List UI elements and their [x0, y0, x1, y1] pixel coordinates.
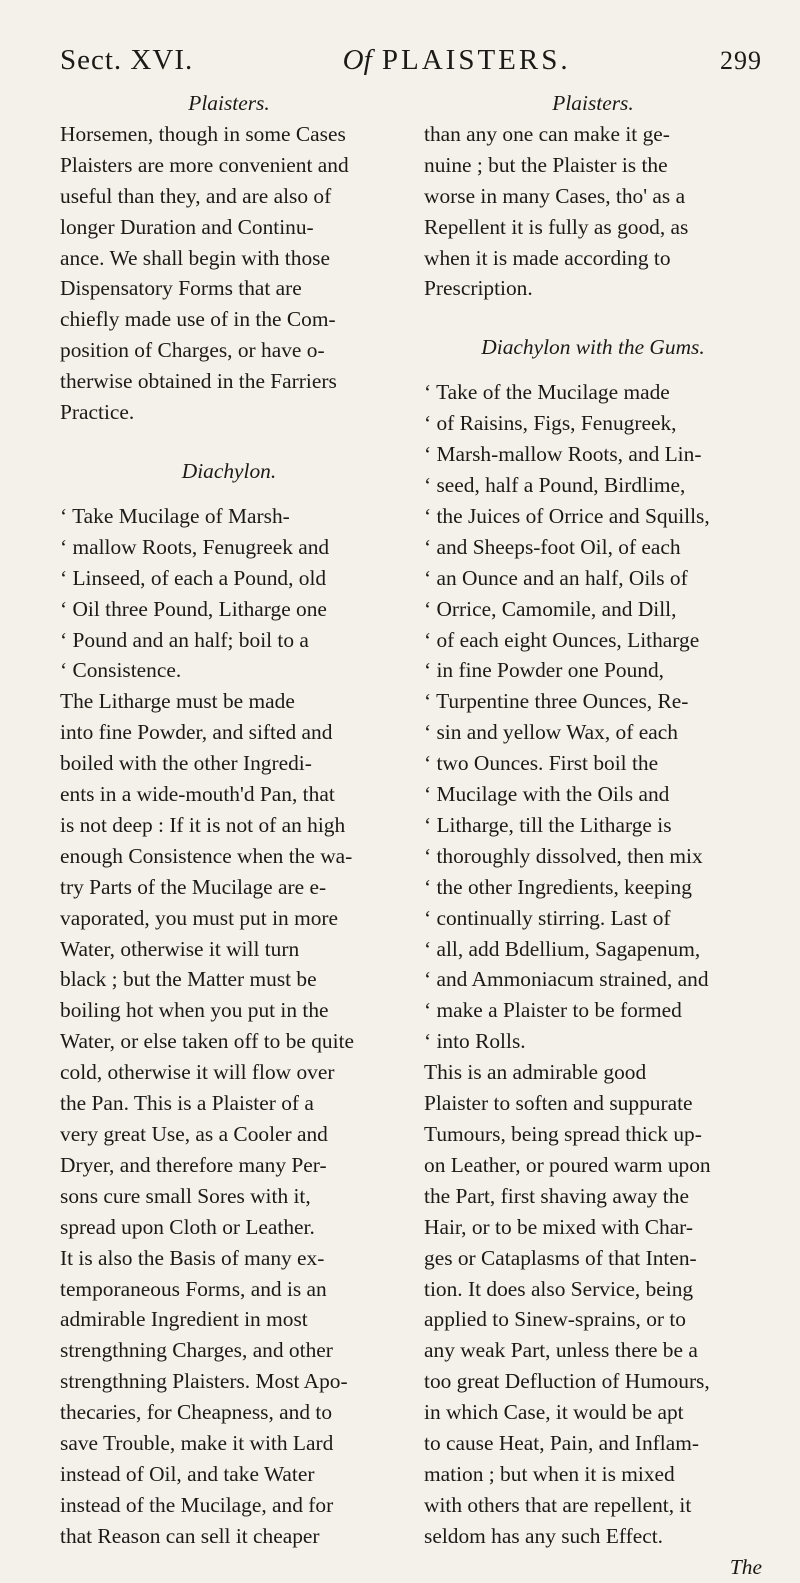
text-line: Plaister to soften and suppurate — [424, 1091, 693, 1116]
text-line: instead of the Mucilage, and for — [60, 1492, 334, 1517]
running-head — [60, 44, 762, 84]
text-line: tion. It does also Service, being — [424, 1276, 694, 1301]
text-line: nuine ; but the Plaister is the — [424, 152, 668, 177]
text-line: applied to Sinew-sprains, or to — [424, 1307, 686, 1332]
text-line: thecaries, for Cheapness, and to — [60, 1400, 333, 1425]
text-line: ‘ in fine Powder one Pound, — [424, 658, 665, 683]
text-line: This is an admirable good — [424, 1060, 647, 1085]
text-line: Water, otherwise it will turn — [60, 936, 300, 961]
right-column — [424, 88, 762, 1583]
text-line: ‘ Litharge, till the Litharge is — [424, 812, 672, 837]
text-line: ‘ mallow Roots, Fenugreek and — [60, 534, 330, 559]
text-line: ‘ thoroughly dissolved, then mix — [424, 843, 703, 868]
left-recipe-text — [60, 501, 398, 1552]
text-line: in which Case, it would be apt — [424, 1400, 684, 1425]
text-line: therwise obtained in the Farriers — [60, 369, 337, 394]
right-subhead: Diachylon with the Gums. — [481, 335, 705, 360]
text-line: Practice. — [60, 400, 135, 425]
text-line: try Parts of the Mucilage are e- — [60, 874, 327, 899]
text-line: boiling hot when you put in the — [60, 998, 329, 1023]
text-line: ‘ sin and yellow Wax, of each — [424, 720, 678, 745]
text-line: ‘ of each eight Ounces, Litharge — [424, 627, 700, 652]
text-line: ‘ all, add Bdellium, Sagapenum, — [424, 936, 701, 961]
text-line: Tumours, being spread thick up- — [424, 1122, 702, 1146]
text-line: Prescription. — [424, 276, 533, 301]
text-line: ‘ two Ounces. First boil the — [424, 751, 659, 776]
left-column — [60, 88, 398, 1583]
text-line: too great Defluction of Humours, — [424, 1369, 710, 1394]
text-line: the Pan. This is a Plaister of a — [60, 1091, 314, 1116]
text-line: instead of Oil, and take Water — [60, 1461, 315, 1486]
text-line: when it is made according to — [424, 245, 671, 270]
text-line: save Trouble, make it with Lard — [60, 1431, 334, 1456]
text-line: to cause Heat, Pain, and Inflam- — [424, 1431, 700, 1456]
text-line: ‘ an Ounce and an half, Oils of — [424, 565, 688, 590]
text-line: Dryer, and therefore many Per- — [60, 1152, 327, 1177]
text-line: ‘ the Juices of Orrice and Squills, — [424, 503, 710, 528]
text-line: ges or Cataplasms of that Inten- — [424, 1245, 697, 1270]
text-line: ‘ Consistence. — [60, 658, 182, 683]
text-line: into fine Powder, and sifted and — [60, 720, 333, 745]
text-line: ‘ and Sheeps-foot Oil, of each — [424, 534, 681, 559]
text-line: ‘ the other Ingredients, keeping — [424, 874, 692, 899]
chapter-title — [343, 44, 571, 77]
text-line: on Leather, or poured warm upon — [424, 1152, 711, 1177]
text-line: It is also the Basis of many ex- — [60, 1245, 325, 1270]
text-line: Dispensatory Forms that are — [60, 276, 302, 301]
text-line: ‘ Oil three Pound, Litharge one — [60, 596, 327, 621]
chapter-title-caps: PLAISTERS. — [381, 44, 571, 76]
text-line: boiled with the other Ingredi- — [60, 751, 312, 776]
text-line: ‘ Turpentine three Ounces, Re- — [424, 689, 689, 714]
text-line: Horsemen, though in some Cases — [60, 121, 346, 146]
text-line: ‘ Linseed, of each a Pound, old — [60, 565, 327, 590]
text-line: ‘ continually stirring. Last of — [424, 905, 671, 930]
text-line: spread upon Cloth or Leather. — [60, 1214, 315, 1239]
text-line: admirable Ingredient in most — [60, 1307, 308, 1332]
text-line: is not deep : If it is not of an high — [60, 812, 346, 837]
text-line: ‘ make a Plaister to be formed — [424, 998, 682, 1023]
text-line: strengthning Plaisters. Most Apo- — [60, 1369, 348, 1394]
text-line: Plaisters are more convenient and — [60, 152, 349, 177]
text-line: ‘ and Ammoniacum strained, and — [424, 967, 709, 992]
text-line: Water, or else taken off to be quite — [60, 1029, 355, 1054]
left-subhead: Diachylon. — [181, 458, 277, 483]
text-line: ‘ Mucilage with the Oils and — [424, 782, 670, 807]
text-line: ents in a wide-mouth'd Pan, that — [60, 782, 335, 807]
text-line: ‘ into Rolls. — [424, 1029, 526, 1054]
chapter-title-italic: Of — [342, 44, 372, 76]
text-line: strengthning Charges, and other — [60, 1338, 333, 1363]
left-column-head: Plaisters. — [188, 91, 270, 115]
right-column-head: Plaisters. — [552, 91, 634, 115]
text-line: ‘ Orrice, Camomile, and Dill, — [424, 596, 677, 621]
text-line: chiefly made use of in the Com- — [60, 307, 336, 332]
text-line: enough Consistence when the wa- — [60, 843, 353, 868]
text-line: position of Charges, or have o- — [60, 338, 325, 363]
text-line: that Reason can sell it cheaper — [60, 1523, 320, 1548]
text-line: ‘ Pound and an half; boil to a — [60, 627, 309, 652]
text-line: ‘ Marsh-mallow Roots, and Lin- — [424, 442, 702, 467]
text-line: The Litharge must be made — [60, 689, 295, 714]
text-columns — [60, 88, 762, 1583]
text-line: with others that are repellent, it — [424, 1492, 692, 1517]
text-line: cold, otherwise it will flow over — [60, 1060, 335, 1085]
text-line: the Part, first shaving away the — [424, 1183, 689, 1208]
text-line: black ; but the Matter must be — [60, 967, 317, 992]
text-line: very great Use, as a Cooler and — [60, 1122, 328, 1146]
text-line: any weak Part, unless there be a — [424, 1338, 698, 1363]
text-line: ‘ of Raisins, Figs, Fenugreek, — [424, 411, 677, 436]
text-line: mation ; but when it is mixed — [424, 1461, 675, 1486]
text-line: than any one can make it ge- — [424, 121, 670, 146]
text-line: longer Duration and Continu- — [60, 214, 314, 239]
left-intro-text — [60, 119, 398, 428]
text-line: ‘ Take Mucilage of Marsh- — [60, 503, 290, 528]
right-recipe-text — [424, 377, 762, 1551]
text-line: ‘ seed, half a Pound, Birdlime, — [424, 472, 686, 497]
text-line: temporaneous Forms, and is an — [60, 1276, 327, 1301]
text-line: ‘ Take of the Mucilage made — [424, 380, 670, 405]
page-number: 299 — [720, 46, 762, 75]
right-intro-text — [424, 119, 762, 304]
text-line: vaporated, you must put in more — [60, 905, 339, 930]
text-line: seldom has any such Effect. — [424, 1523, 663, 1548]
text-line: sons cure small Sores with it, — [60, 1183, 311, 1208]
text-line: Repellent it is fully as good, as — [424, 214, 689, 239]
text-line: ance. We shall begin with those — [60, 245, 330, 270]
text-line: worse in many Cases, tho' as a — [424, 183, 686, 208]
catchword: The — [729, 1554, 762, 1579]
section-number: Sect. XVI. — [60, 44, 194, 76]
text-line: useful than they, and are also of — [60, 183, 332, 208]
text-line: Hair, or to be mixed with Char- — [424, 1214, 694, 1239]
